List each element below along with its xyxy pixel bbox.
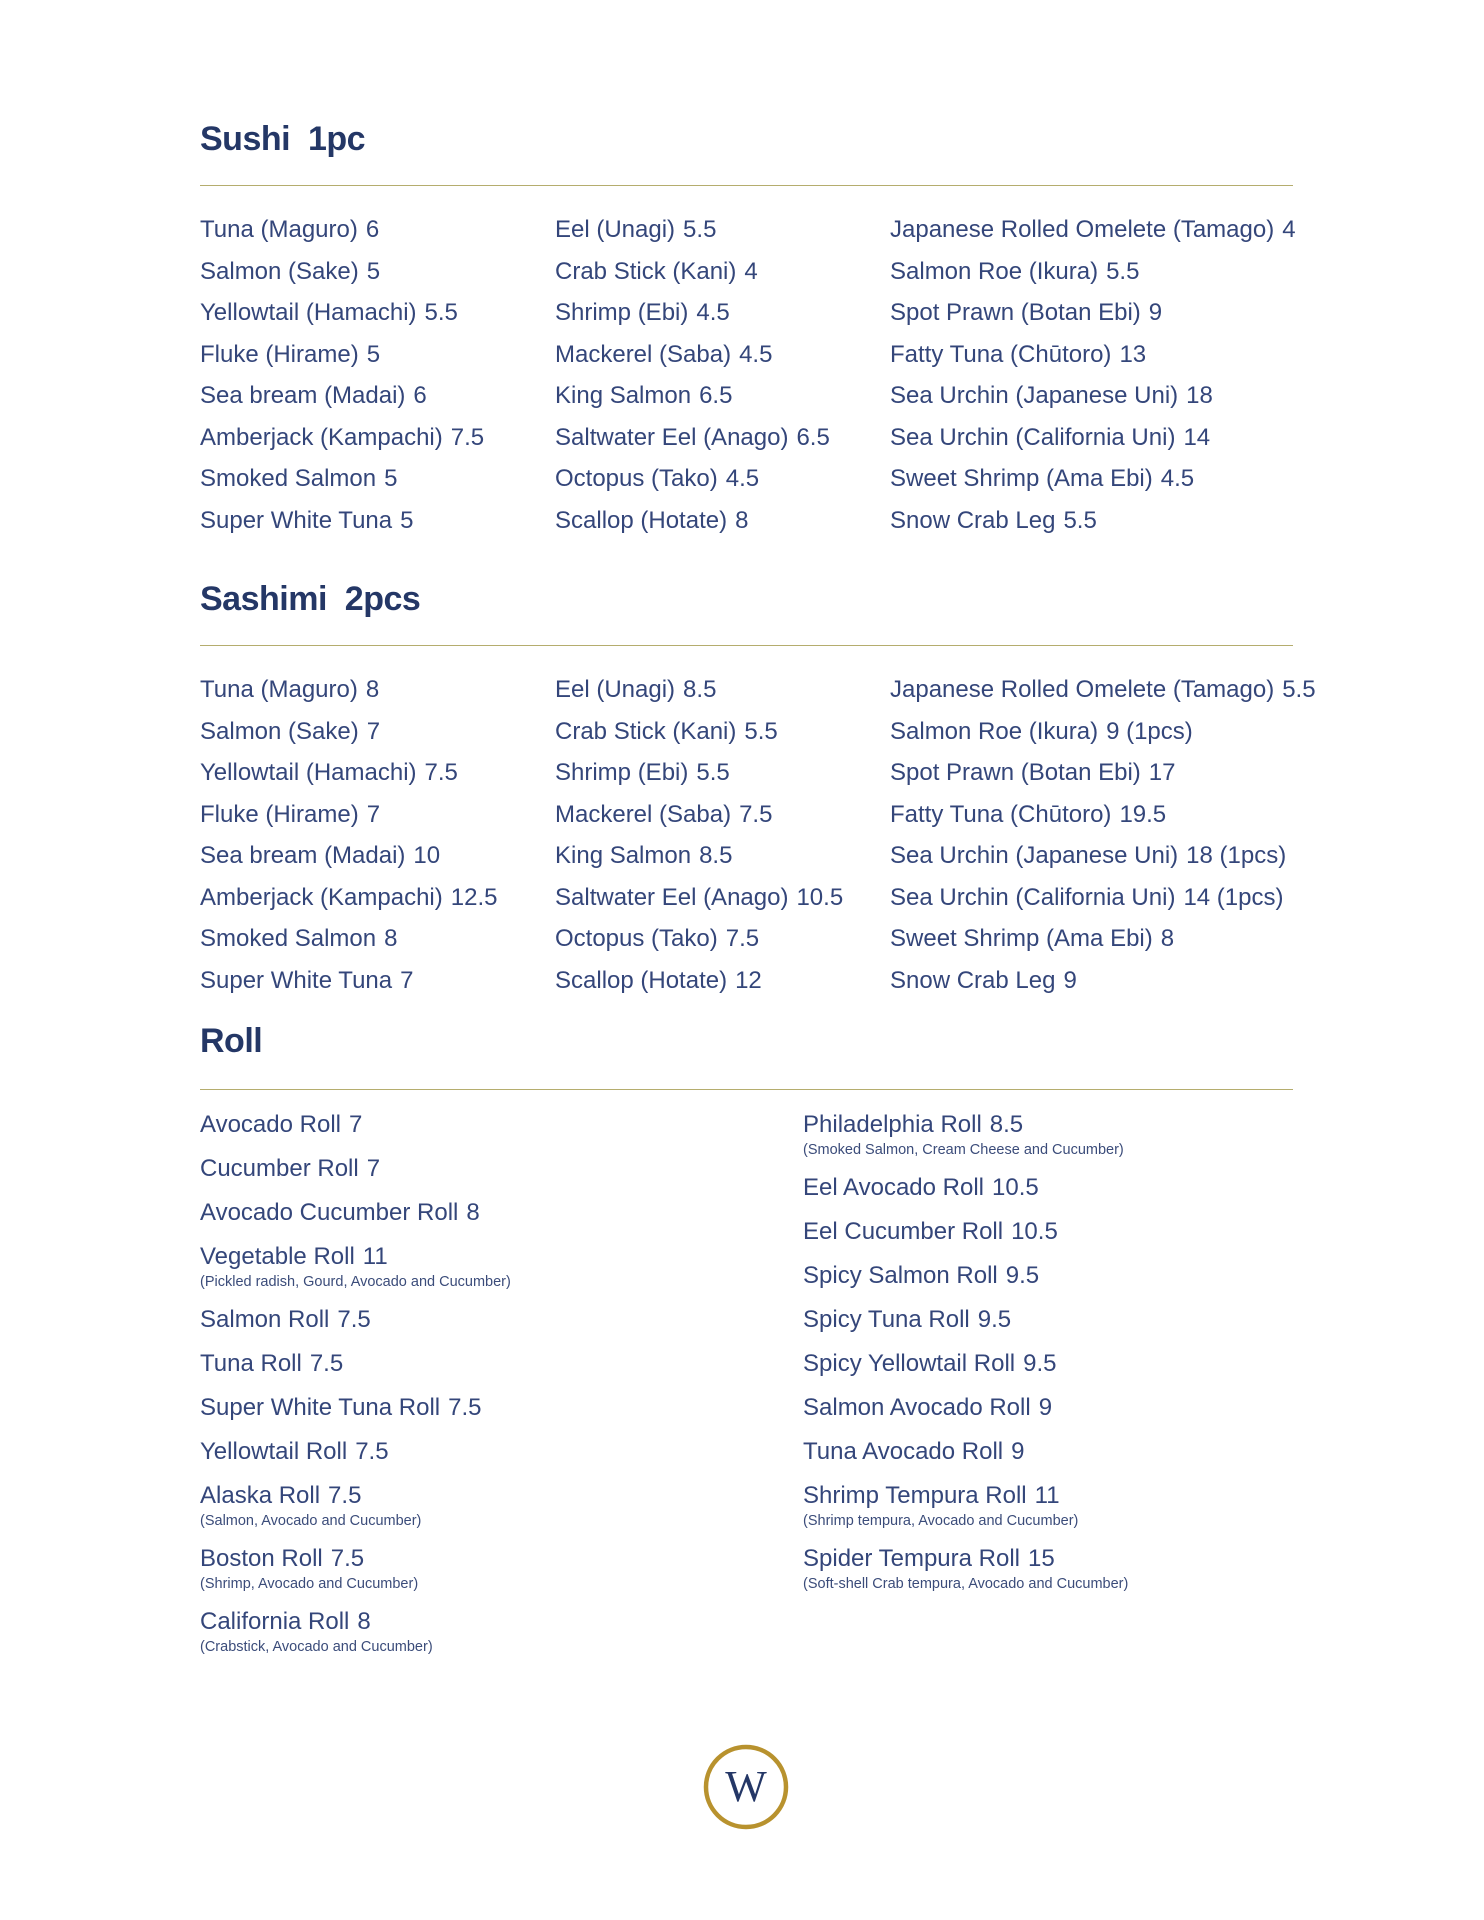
sushi-divider [200, 185, 1293, 186]
roll-description: (Shrimp, Avocado and Cucumber) [200, 1576, 419, 1592]
roll-price: 9.5 [977, 1306, 1012, 1333]
item-price: 14 [1183, 423, 1211, 451]
menu-item [890, 711, 1316, 753]
item-price: 9 [1148, 299, 1163, 326]
item-name: Sea Urchin (Japanese Uni) [890, 382, 1179, 409]
menu-item [555, 500, 830, 542]
item-name: Japanese Rolled Omelete (Tamago) [890, 676, 1275, 703]
item-name: Amberjack (Kampachi) [200, 883, 443, 911]
roll-price: 8 [357, 1608, 371, 1635]
roll-line [200, 1109, 511, 1140]
menu-item [555, 334, 830, 376]
menu-item [200, 251, 484, 293]
roll-line [803, 1304, 1128, 1335]
menu-item [890, 500, 1296, 542]
sashimi-column [555, 669, 843, 1001]
item-name: Snow Crab Leg [890, 966, 1056, 994]
menu-item [200, 669, 497, 711]
roll-name: Shrimp Tempura Roll [803, 1482, 1027, 1509]
item-price: 4.5 [1160, 465, 1195, 492]
roll-item [200, 1436, 511, 1467]
item-name: Sweet Shrimp (Ama Ebi) [890, 925, 1153, 952]
item-price: 4.5 [739, 340, 773, 368]
roll-item [803, 1480, 1128, 1530]
menu-item [890, 417, 1296, 459]
item-name: Smoked Salmon [200, 925, 377, 952]
roll-item [200, 1543, 511, 1593]
item-name: Tuna (Maguro) [200, 216, 358, 243]
menu-item [555, 375, 830, 417]
roll-column [200, 1109, 511, 1669]
item-price: 9 (1pcs) [1106, 717, 1193, 745]
roll-line [200, 1153, 511, 1184]
roll-item [200, 1153, 511, 1184]
menu-item [890, 334, 1296, 376]
menu-item [200, 334, 484, 376]
sashimi-column [200, 669, 497, 1001]
roll-description: (Crabstick, Avocado and Cucumber) [200, 1639, 433, 1655]
item-name: Salmon (Sake) [200, 717, 359, 745]
roll-price: 7 [366, 1155, 381, 1182]
roll-item [803, 1543, 1128, 1593]
w-monogram-logo [703, 1744, 789, 1830]
roll-item [803, 1109, 1128, 1159]
item-name: Saltwater Eel (Anago) [555, 883, 789, 911]
menu-item [890, 877, 1316, 919]
item-price: 12.5 [450, 883, 498, 911]
roll-item [200, 1392, 511, 1423]
roll-price: 8 [466, 1199, 480, 1226]
roll-line [803, 1348, 1128, 1379]
roll-price: 9 [1011, 1438, 1025, 1465]
item-price: 6 [413, 382, 427, 409]
sushi-column [200, 209, 484, 541]
menu-item [890, 918, 1316, 960]
roll-item [803, 1348, 1128, 1379]
item-name: Smoked Salmon [200, 465, 377, 492]
item-price: 8 [365, 676, 380, 703]
roll-line [803, 1436, 1128, 1467]
roll-name: Avocado Cucumber Roll [200, 1199, 459, 1226]
roll-item [200, 1304, 511, 1335]
item-name: Mackerel (Saba) [555, 800, 732, 828]
sushi-title: Sushi 1pc [200, 120, 366, 158]
roll-name: Spicy Salmon Roll [803, 1262, 998, 1289]
sushi-column [555, 209, 830, 541]
item-price: 7.5 [450, 423, 485, 451]
roll-description: (Pickled radish, Gourd, Avocado and Cucumber) [200, 1274, 511, 1290]
roll-price: 9 [1038, 1394, 1053, 1421]
item-name: Amberjack (Kampachi) [200, 423, 443, 451]
item-name: Scallop (Hotate) [555, 966, 728, 994]
menu-item [200, 292, 484, 334]
roll-name: Alaska Roll [200, 1482, 321, 1509]
roll-line [200, 1436, 511, 1467]
menu-item [555, 292, 830, 334]
item-price: 8.5 [683, 676, 717, 703]
roll-price: 10.5 [992, 1174, 1039, 1201]
item-price: 7 [400, 966, 414, 994]
menu-item [555, 458, 830, 500]
menu-item [890, 794, 1316, 836]
item-price: 6 [365, 216, 380, 243]
roll-item [200, 1348, 511, 1379]
item-name: Crab Stick (Kani) [555, 717, 737, 745]
menu-item [890, 375, 1296, 417]
logo-letter: W [725, 1762, 767, 1811]
item-name: Scallop (Hotate) [555, 506, 728, 534]
roll-price: 9.5 [1005, 1262, 1040, 1289]
roll-description: (Soft-shell Crab tempura, Avocado and Cucumber) [803, 1576, 1129, 1592]
item-price: 5 [384, 465, 398, 492]
menu-item [890, 458, 1296, 500]
menu-item [555, 711, 843, 753]
menu-item [555, 209, 830, 251]
sushi-section [200, 120, 1296, 550]
roll-column [803, 1109, 1128, 1606]
roll-price: 11 [362, 1243, 388, 1270]
item-price: 12 [735, 966, 762, 994]
roll-name: Eel Avocado Roll [803, 1174, 985, 1201]
item-price: 5.5 [1063, 506, 1097, 534]
roll-line [200, 1480, 511, 1511]
item-price: 7.5 [725, 925, 760, 952]
sashimi-column [890, 669, 1316, 1001]
roll-name: Philadelphia Roll [803, 1111, 982, 1138]
roll-line [200, 1304, 511, 1335]
roll-price: 11 [1034, 1482, 1060, 1509]
roll-item [803, 1260, 1128, 1291]
item-price: 17 [1148, 759, 1176, 786]
item-price: 4.5 [696, 299, 730, 326]
item-name: Spot Prawn (Botan Ebi) [890, 299, 1141, 326]
menu-item [555, 960, 843, 1002]
menu-item [200, 711, 497, 753]
roll-item [803, 1172, 1128, 1203]
roll-name: Vegetable Roll [200, 1243, 355, 1270]
item-name: Sweet Shrimp (Ama Ebi) [890, 465, 1153, 492]
roll-line [803, 1172, 1128, 1203]
roll-name: Super White Tuna Roll [200, 1394, 441, 1421]
item-name: Super White Tuna [200, 966, 393, 994]
menu-item [555, 752, 843, 794]
roll-line [200, 1241, 511, 1272]
item-price: 5 [400, 506, 414, 534]
menu-item [555, 794, 843, 836]
roll-name: Spicy Yellowtail Roll [803, 1350, 1016, 1377]
sushi-column [890, 209, 1296, 541]
roll-name: Salmon Roll [200, 1306, 330, 1333]
item-price: 13 [1119, 340, 1147, 368]
item-name: Spot Prawn (Botan Ebi) [890, 759, 1141, 786]
item-price: 14 (1pcs) [1183, 883, 1284, 911]
item-name: Super White Tuna [200, 506, 393, 534]
menu-item [890, 209, 1296, 251]
roll-item [200, 1241, 511, 1291]
item-name: Fatty Tuna (Chūtoro) [890, 800, 1112, 828]
item-price: 10.5 [796, 883, 844, 911]
item-name: Shrimp (Ebi) [555, 759, 689, 786]
roll-item [200, 1480, 511, 1530]
roll-description: (Salmon, Avocado and Cucumber) [200, 1513, 422, 1529]
menu-item [200, 877, 497, 919]
item-name: Sea bream (Madai) [200, 842, 406, 869]
item-price: 9 [1063, 966, 1077, 994]
menu-item [200, 960, 497, 1002]
item-price: 6.5 [699, 382, 733, 409]
roll-list [200, 1109, 1293, 1679]
roll-line [803, 1260, 1128, 1291]
item-name: Sea Urchin (California Uni) [890, 883, 1176, 911]
item-price: 5.5 [683, 216, 717, 243]
item-price: 5 [366, 340, 381, 368]
roll-item [803, 1392, 1128, 1423]
w-logo-icon [703, 1744, 789, 1830]
roll-line [200, 1606, 511, 1637]
roll-line [200, 1348, 511, 1379]
roll-section [200, 1022, 1293, 1682]
roll-price: 9.5 [1023, 1350, 1057, 1377]
roll-price: 7 [348, 1111, 363, 1138]
menu-item [555, 918, 843, 960]
menu-item [890, 669, 1316, 711]
item-name: Eel (Unagi) [555, 216, 676, 243]
item-name: Snow Crab Leg [890, 506, 1056, 534]
roll-price: 7.5 [309, 1350, 344, 1377]
roll-price: 15 [1028, 1545, 1055, 1572]
menu-item [200, 918, 497, 960]
item-name: Crab Stick (Kani) [555, 257, 737, 285]
menu-item [200, 500, 484, 542]
roll-item [200, 1197, 511, 1228]
roll-divider [200, 1089, 1293, 1090]
item-name: King Salmon [555, 842, 692, 869]
item-name: Sea Urchin (Japanese Uni) [890, 842, 1179, 869]
sashimi-divider [200, 645, 1293, 646]
roll-line [803, 1392, 1128, 1423]
roll-name: Spicy Tuna Roll [803, 1306, 970, 1333]
item-price: 19.5 [1119, 800, 1167, 828]
roll-name: Tuna Avocado Roll [803, 1438, 1004, 1465]
menu-item [200, 375, 484, 417]
menu-item [890, 251, 1296, 293]
item-price: 7.5 [739, 800, 773, 828]
roll-name: Boston Roll [200, 1545, 323, 1572]
sashimi-section [200, 580, 1316, 1010]
roll-price: 7.5 [448, 1394, 482, 1421]
menu-item [200, 458, 484, 500]
roll-item [803, 1304, 1128, 1335]
sashimi-title: Sashimi 2pcs [200, 580, 421, 618]
item-name: Shrimp (Ebi) [555, 299, 689, 326]
menu-item [200, 417, 484, 459]
roll-name: Salmon Avocado Roll [803, 1394, 1031, 1421]
item-name: Saltwater Eel (Anago) [555, 423, 789, 451]
item-price: 7.5 [424, 759, 458, 786]
item-name: King Salmon [555, 382, 692, 409]
item-price: 5.5 [696, 759, 730, 786]
menu-item [555, 835, 843, 877]
item-price: 5.5 [1282, 676, 1316, 703]
roll-name: California Roll [200, 1608, 350, 1635]
roll-name: Eel Cucumber Roll [803, 1218, 1004, 1245]
menu-item [200, 752, 497, 794]
roll-description: (Shrimp tempura, Avocado and Cucumber) [803, 1513, 1079, 1529]
item-name: Salmon Roe (Ikura) [890, 717, 1099, 745]
roll-line [200, 1197, 511, 1228]
item-price: 18 (1pcs) [1186, 842, 1287, 869]
roll-price: 8.5 [989, 1111, 1024, 1138]
item-price: 4 [1282, 216, 1296, 243]
item-price: 4.5 [725, 465, 760, 492]
menu-item [555, 417, 830, 459]
item-price: 4 [744, 257, 758, 285]
roll-line [200, 1392, 511, 1423]
menu-item [200, 209, 484, 251]
item-price: 18 [1186, 382, 1213, 409]
roll-item [200, 1109, 511, 1140]
item-price: 6.5 [796, 423, 830, 451]
item-name: Octopus (Tako) [555, 925, 718, 952]
roll-price: 7.5 [328, 1482, 362, 1509]
item-price: 5.5 [424, 299, 458, 326]
menu-item [890, 292, 1296, 334]
item-price: 7 [366, 800, 381, 828]
roll-name: Tuna Roll [200, 1350, 302, 1377]
item-name: Tuna (Maguro) [200, 676, 358, 703]
roll-title: Roll [200, 1022, 263, 1060]
item-price: 7 [366, 717, 381, 745]
item-name: Fluke (Hirame) [200, 800, 359, 828]
sushi-list [200, 209, 1296, 549]
roll-price: 7.5 [337, 1306, 371, 1333]
roll-price: 10.5 [1011, 1218, 1058, 1245]
roll-item [803, 1436, 1128, 1467]
item-price: 8.5 [699, 842, 733, 869]
roll-line [803, 1216, 1128, 1247]
roll-name: Cucumber Roll [200, 1155, 359, 1182]
roll-item [803, 1216, 1128, 1247]
roll-name: Yellowtail Roll [200, 1438, 348, 1465]
item-name: Fatty Tuna (Chūtoro) [890, 340, 1112, 368]
roll-line [803, 1480, 1128, 1511]
menu-item [890, 960, 1316, 1002]
item-name: Octopus (Tako) [555, 465, 718, 492]
item-name: Yellowtail (Hamachi) [200, 299, 417, 326]
menu-item [890, 752, 1316, 794]
item-name: Eel (Unagi) [555, 676, 676, 703]
roll-name: Avocado Roll [200, 1111, 341, 1138]
roll-line [803, 1543, 1128, 1574]
item-name: Salmon Roe (Ikura) [890, 257, 1099, 285]
item-price: 8 [384, 925, 398, 952]
roll-price: 7.5 [355, 1438, 389, 1465]
item-price: 10 [413, 842, 441, 869]
menu-item [555, 251, 830, 293]
roll-line [200, 1543, 511, 1574]
roll-price: 7.5 [330, 1545, 365, 1572]
item-name: Yellowtail (Hamachi) [200, 759, 417, 786]
item-name: Sea bream (Madai) [200, 382, 406, 409]
menu-item [890, 835, 1316, 877]
item-name: Fluke (Hirame) [200, 340, 359, 368]
roll-name: Spider Tempura Roll [803, 1545, 1020, 1572]
sashimi-list [200, 669, 1316, 1009]
roll-item [200, 1606, 511, 1656]
item-price: 5.5 [744, 717, 778, 745]
item-price: 5.5 [1106, 257, 1140, 285]
menu-item [555, 669, 843, 711]
menu-item [555, 877, 843, 919]
roll-description: (Smoked Salmon, Cream Cheese and Cucumber) [803, 1142, 1124, 1158]
item-name: Salmon (Sake) [200, 257, 359, 285]
item-name: Sea Urchin (California Uni) [890, 423, 1176, 451]
item-name: Japanese Rolled Omelete (Tamago) [890, 216, 1275, 243]
item-name: Mackerel (Saba) [555, 340, 732, 368]
menu-item [200, 835, 497, 877]
item-price: 8 [1160, 925, 1175, 952]
item-price: 5 [366, 257, 381, 285]
item-price: 8 [735, 506, 749, 534]
menu-item [200, 794, 497, 836]
roll-line [803, 1109, 1128, 1140]
